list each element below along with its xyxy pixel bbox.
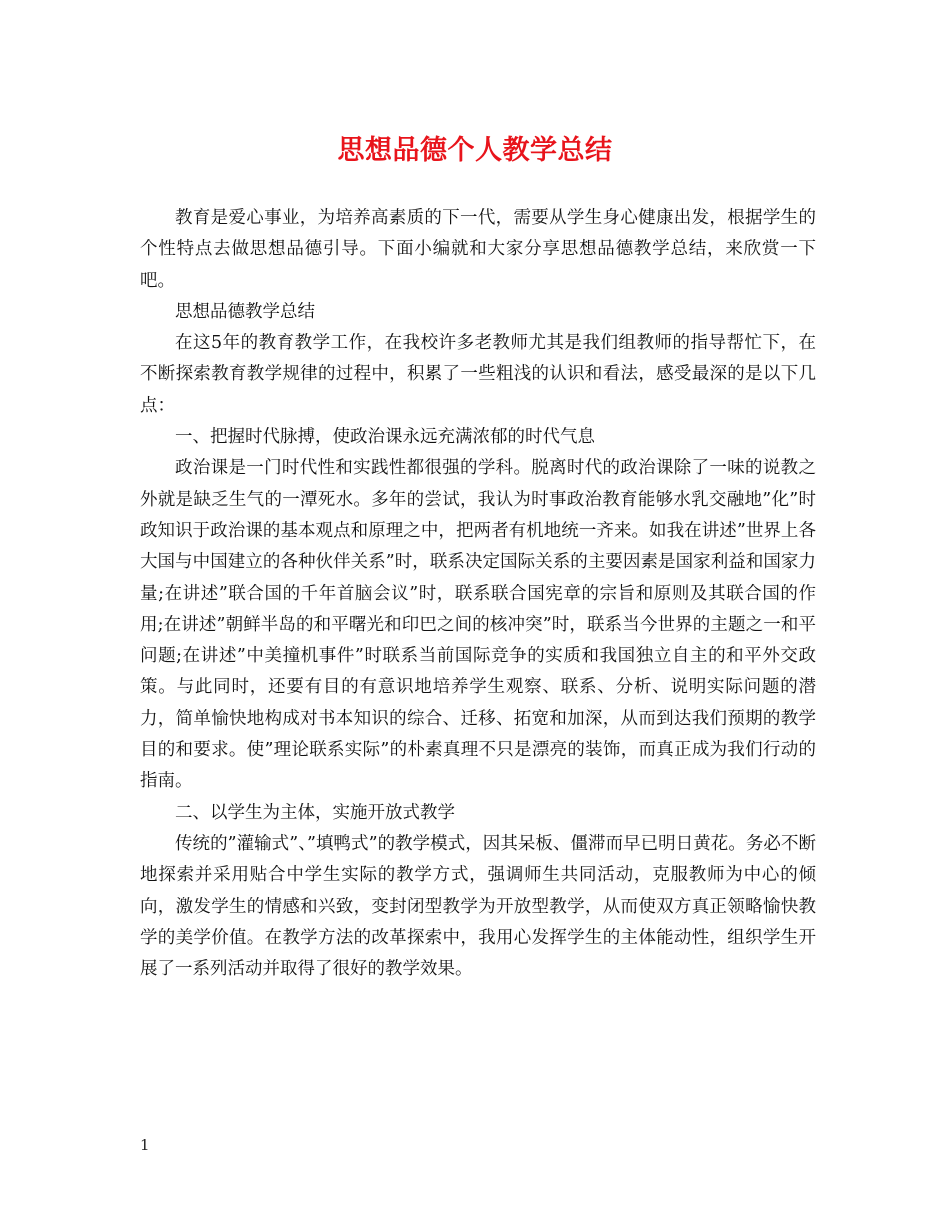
document-title: 思想品德个人教学总结 — [337, 135, 613, 166]
body-paragraph: 在这5年的教育教学工作，在我校许多老教师尤其是我们组教师的指导帮忙下，在不断探索教育教学规律的过程中，积累了一些粗浅的认识和看法，感受最深的是以下几点： — [140, 333, 816, 416]
section-heading: 一、把握时代脉搏，使政治课永远充满浓郁的时代气息 — [175, 427, 595, 448]
body-paragraph: 政治课是一门时代性和实践性都很强的学科。脱离时代的政治课除了一味的说教之外就是缺乏生气的一潭死水。多年的尝试，我认为时事政治教育能够水乳交融地”化”时政知识于政治课的基本观点和原理之中，把两者有机地统一齐来。如我在讲述”世界上各大国与中国建立的各种伙伴关系”时，联系决定国际关系的主要因素是国家利益和国家力量;在讲述”联合国的千年首脑会议”时，联系联合国宪章的宗旨和原则及其联合国的作用;在讲述”朝鲜半岛的和平曙光和印巴之间的核冲突”时，联系当今世界的主题之一和平问题;在讲述”中美撞机事件”时联系当前国际竞争的实质和我国独立自主的和平外交政策。与此同时，还要有目的有意识地培养学生观察、联系、分析、说明实际问题的潜力，简单愉快地构成对书本知识的综合、迁移、拓宽和加深，从而到达我们预期的教学目的和要求。使”理论联系实际”的朴素真理不只是漂亮的装饰，而真正成为我们行动的指南。 — [140, 458, 816, 792]
page-number: 1 — [140, 1136, 150, 1154]
intro-paragraph: 教育是爱心事业，为培养高素质的下一代，需要从学生身心健康出发，根据学生的个性特点去做思想品德引导。下面小编就和大家分享思想品德教学总结，来欣赏一下吧。 — [140, 208, 816, 291]
body-paragraph: 传统的”灌输式”、”填鸭式”的教学模式，因其呆板、僵滞而早已明日黄花。务必不断地探索并采用贴合中学生实际的教学方式，强调师生共同活动，克服教师为中心的倾向，激发学生的情感和兴致，变封闭型教学为开放型教学，从而使双方真正领略愉快教学的美学价值。在教学方法的改革探索中，我用心发挥学生的主体能动性，组织学生开展了一系列活动并取得了很好的教学效果。 — [140, 833, 816, 980]
section-heading: 思想品德教学总结 — [175, 301, 315, 322]
section-heading: 二、以学生为主体，实施开放式教学 — [175, 802, 455, 823]
document-body — [140, 203, 816, 985]
